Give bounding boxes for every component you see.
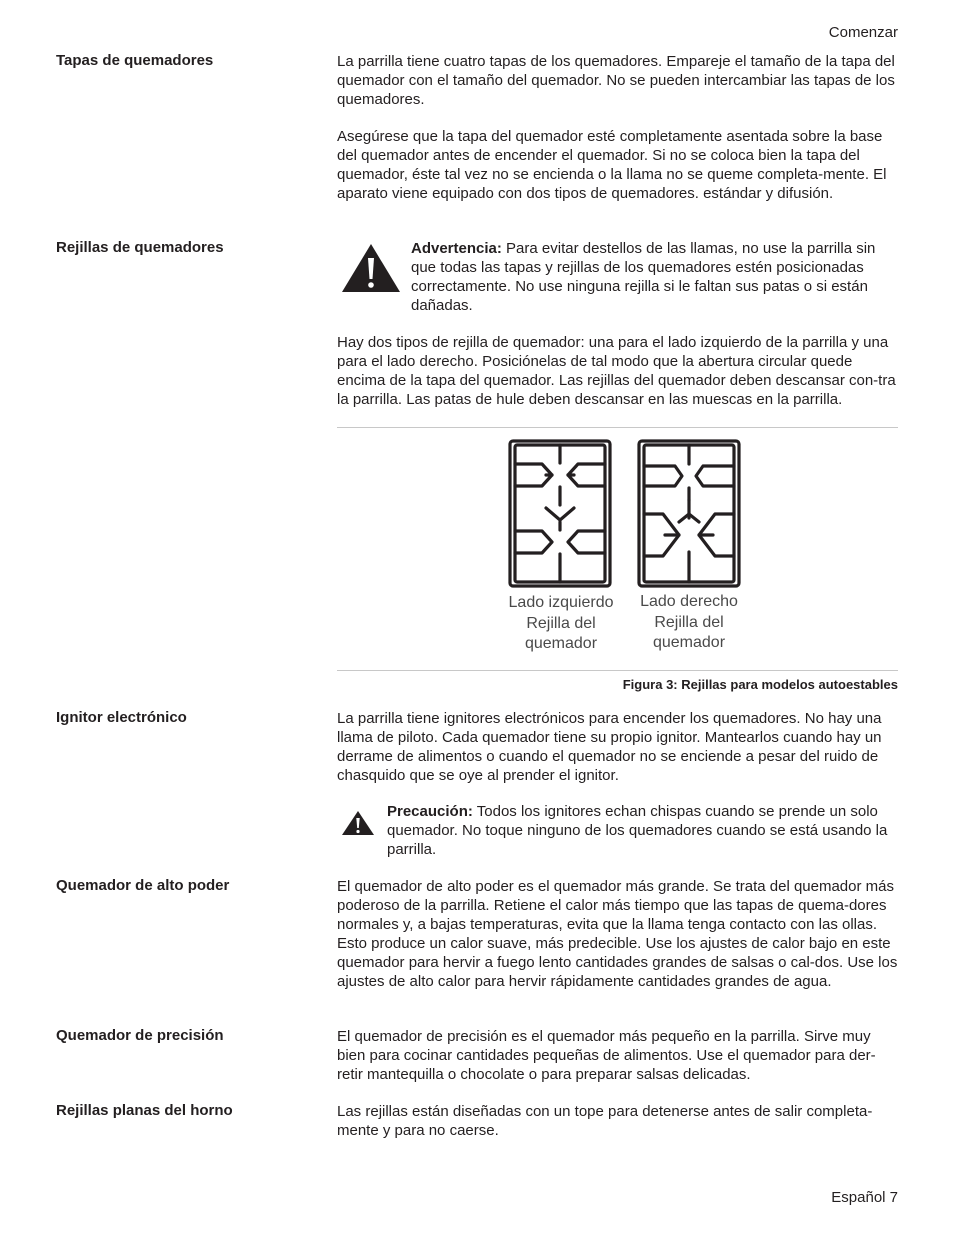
left-grate-label-line-1: Lado izquierdo	[508, 594, 614, 611]
left-burner-grate-icon	[506, 438, 614, 590]
alto-poder-paragraph-1: El quemador de alto poder es el quemador más grande. Se trata del quemador más poderoso de la parrilla. Retiene el calor más tiempo que las tapas de quema-dores normales y, a bajas temperaturas, evita que la llama tenga contacto con las ollas. Esto produce un calor suave, más predecible. Use los ajustes de calor bajo en este quemador para hervir a fuego lento cantidades grandes de salsas o cal-dos. Use los ajustes de alto calor para hervir rápidamente cantidades grandes de agua.	[337, 878, 898, 990]
ignitor-body	[337, 709, 900, 785]
warning-message: Para evitar destellos de las llamas, no use la parrilla sin que todas las tapas y rejillas de los quemadores estén posicionadas correctamente. No use ninguna rejilla si le faltan sus patas o si están dañadas.	[411, 240, 876, 314]
figure-bottom-rule	[337, 670, 898, 671]
left-grate-label-line-2: Rejilla del	[526, 614, 596, 632]
caution-text	[387, 802, 900, 859]
section-title-tapas: Tapas de quemadores	[56, 52, 214, 69]
left-grate-label-line-3: quemador	[524, 635, 598, 652]
section-title-precision: Quemador de precisión	[56, 1027, 224, 1044]
horno-paragraph-1: Las rejillas están diseñadas con un tope para detenerse antes de salir completa-mente y para no caerse.	[337, 1103, 873, 1139]
section-title-horno: Rejillas planas del horno	[56, 1102, 233, 1119]
right-grate-label	[624, 592, 754, 654]
left-grate-label	[496, 593, 626, 655]
tapas-paragraph-2: Asegúrese que la tapa del quemador esté completamente asentada sobre la base del quemador antes de encender el quemador. Si no se coloca bien la tapa del quemador, éste tal vez no se encienda o la llama no se queme completa-mente. El aparato viene equipado con dos tipos de quemadores. estándar y difusión.	[337, 128, 887, 202]
caution-label: Precaución:	[387, 803, 473, 820]
rejillas-body	[337, 333, 900, 409]
right-grate-label-line-3: quemador	[652, 634, 726, 651]
tapas-paragraph-1: La parrilla tiene cuatro tapas de los quemadores. Empareje el tamaño de la tapa del quemador con el tamaño del quemador. No se pueden intercambiar las tapas de los quemadores.	[337, 53, 895, 108]
caution-message: Todos los ignitores echan chispas cuando se prende un solo quemador. No toque ninguno de los quemadores cuando se está usando la parrilla.	[387, 803, 888, 858]
right-grate-label-line-2: Rejilla del	[654, 613, 724, 631]
section-title-alto-poder: Quemador de alto poder	[56, 877, 230, 894]
horno-body	[337, 1102, 900, 1140]
right-grate-label-line-1: Lado derecho	[640, 593, 738, 610]
right-burner-grate-icon	[635, 438, 743, 590]
rejillas-paragraph-1: Hay dos tipos de rejilla de quemador: una para el lado izquierdo de la parrilla y una para el lado derecho. Posiciónelas de tal modo que la abertura circular quede encima de la tapa del quemador. Las rejillas del quemador deben descansar con-tra la parrilla. Las patas de hule deben descansar en las muescas en la parrilla.	[337, 334, 896, 408]
precision-paragraph-1: El quemador de precisión es el quemador más pequeño en la parrilla. Sirve muy bien para cocinar cantidades pequeñas de alimentos. Use el quemador para der-retir mantequilla o chocolate o para preparar salsas delicadas.	[337, 1028, 876, 1083]
ignitor-paragraph-1: La parrilla tiene ignitores electrónicos para encender los quemadores. No hay una llama de piloto. Cada quemador tiene su propio ignitor. Mantearlos cuando hay un derrame de alimentos o cuando el quemador no se enciende a pesar del ruido de chasquido que se oye al prender el ignitor.	[337, 710, 882, 784]
warning-label: Advertencia:	[411, 240, 502, 257]
precision-body	[337, 1027, 900, 1084]
tapas-body	[337, 52, 900, 203]
warning-text	[411, 239, 900, 315]
page-number: Español 7	[831, 1189, 898, 1206]
warning-triangle-icon	[341, 243, 401, 293]
figure-top-rule	[337, 427, 898, 428]
figure-caption: Figura 3: Rejillas para modelos autoestables	[622, 677, 898, 692]
warning-callout	[337, 237, 900, 317]
caution-callout	[337, 800, 900, 860]
section-title-ignitor: Ignitor electrónico	[56, 709, 187, 726]
alto-poder-body	[337, 877, 900, 991]
running-header: Comenzar	[828, 24, 898, 41]
section-title-rejillas: Rejillas de quemadores	[56, 239, 224, 256]
caution-triangle-icon	[341, 810, 375, 836]
